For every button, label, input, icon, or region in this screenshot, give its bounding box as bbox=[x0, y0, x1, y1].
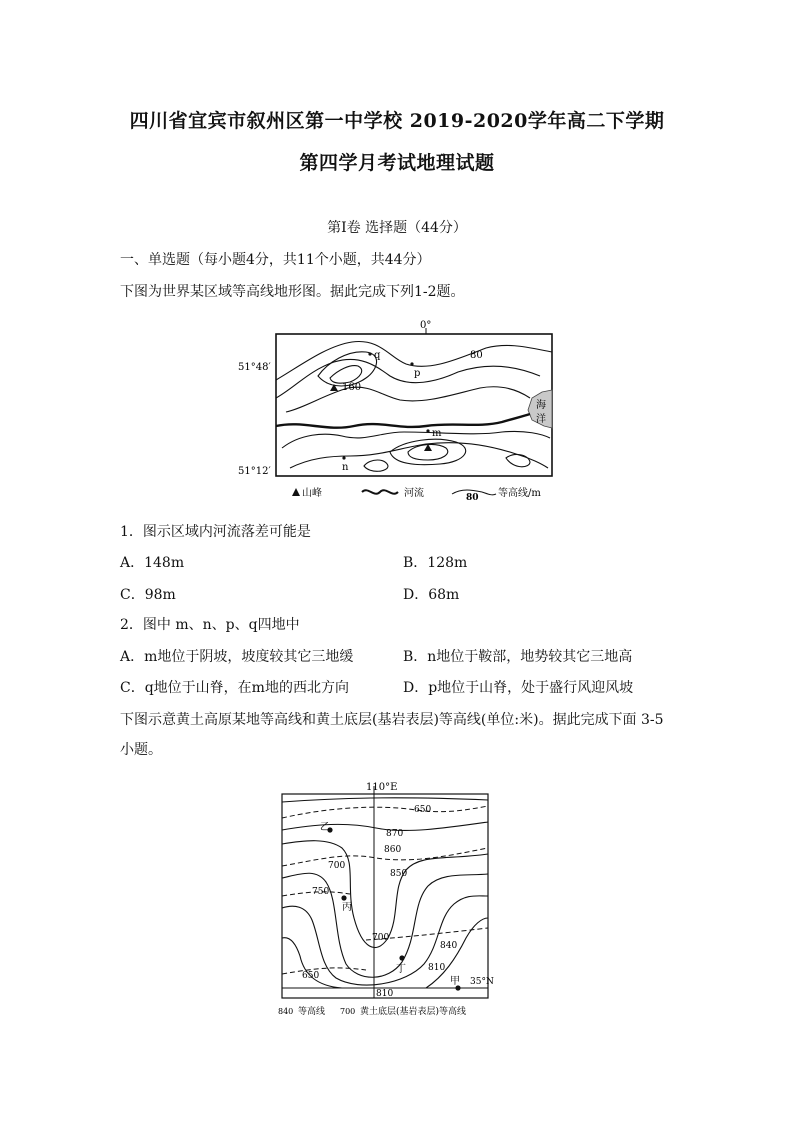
contour-840: 840 bbox=[440, 941, 458, 951]
lon-label: 0° bbox=[420, 320, 432, 331]
section-heading: 第Ⅰ卷 选择题（44分） bbox=[327, 220, 467, 236]
intro-map2-line2: 小题。 bbox=[120, 742, 162, 758]
contour-700-b: 700 bbox=[372, 933, 390, 943]
point-n-label: n bbox=[342, 462, 349, 473]
legend-700: 700 bbox=[340, 1007, 356, 1016]
legend-contour: 等高线/m bbox=[498, 488, 541, 499]
point-jia: 甲 bbox=[450, 976, 460, 987]
legend-river: 河流 bbox=[404, 488, 424, 499]
lat-top-label: 51°48′ bbox=[238, 362, 271, 373]
legend-peak: 山峰 bbox=[302, 488, 322, 499]
part-heading: 一、单选题（每小题4分，共11个小题，共44分） bbox=[120, 252, 431, 268]
legend-bedrock: 黄土底层(基岩表层)等高线 bbox=[360, 1007, 467, 1017]
lat-bottom-label: 51°12′ bbox=[238, 466, 271, 477]
q2-option-b: B．n地位于鞍部，地势较其它三地高 bbox=[403, 649, 633, 665]
legend-840: 840 bbox=[278, 1007, 294, 1016]
q1-stem: 1．图示区域内河流落差可能是 bbox=[120, 524, 311, 540]
contour-810-a: 810 bbox=[428, 963, 446, 973]
lon-label-2: 110°E bbox=[366, 782, 398, 793]
q1-option-c: C．98m bbox=[120, 587, 176, 603]
contour-map-2 bbox=[276, 778, 500, 1022]
peak-160-label: 160 bbox=[342, 382, 362, 393]
point-q-label: q bbox=[374, 350, 381, 361]
intro-map1: 下图为世界某区域等高线地形图。据此完成下列1-2题。 bbox=[120, 284, 465, 300]
legend-contour-2: 等高线 bbox=[298, 1007, 326, 1017]
contour-860: 860 bbox=[384, 845, 402, 855]
paper-title-line2: 第四学月考试地理试题 bbox=[299, 152, 495, 174]
q2-stem: 2．图中 m、n、p、q四地中 bbox=[120, 617, 300, 633]
contour-850: 850 bbox=[390, 869, 408, 879]
q1-option-d: D．68m bbox=[403, 587, 460, 603]
point-bing: 丙 bbox=[342, 902, 352, 913]
contour-map-1 bbox=[230, 318, 560, 506]
point-m-label: m bbox=[432, 428, 442, 439]
contour-650-top: 650 bbox=[414, 805, 432, 815]
q2-option-c: C．q地位于山脊，在m地的西北方向 bbox=[120, 680, 349, 696]
point-yi: 乙 bbox=[320, 822, 330, 833]
q2-option-a: A．m地位于阴坡，坡度较其它三地缓 bbox=[120, 649, 354, 665]
legend-contour-value: 80 bbox=[466, 493, 479, 503]
q2-option-d: D．p地位于山脊，处于盛行风迎风坡 bbox=[403, 680, 634, 696]
lat-label-2: 35°N bbox=[470, 977, 494, 987]
contour-650-bottom: 650 bbox=[302, 971, 320, 981]
contour-700-a: 700 bbox=[328, 861, 346, 871]
contour-810-b: 810 bbox=[376, 989, 394, 999]
contour-80-label: 80 bbox=[470, 350, 483, 361]
intro-map2-line1: 下图示意黄土高原某地等高线和黄土底层(基岩表层)等高线(单位:米)。据此完成下面 3-5 bbox=[120, 712, 664, 728]
point-p-label: p bbox=[414, 368, 421, 379]
sea-label-2: 洋 bbox=[536, 414, 546, 425]
sea-label-1: 海 bbox=[536, 400, 546, 411]
point-ding: 丁 bbox=[396, 964, 406, 975]
q1-option-b: B．128m bbox=[403, 555, 468, 571]
contour-750: 750 bbox=[312, 887, 330, 897]
contour-870: 870 bbox=[386, 829, 404, 839]
paper-title-line1: 四川省宜宾市叙州区第一中学校 2019-2020学年高二下学期 bbox=[129, 110, 665, 132]
q1-option-a: A．148m bbox=[120, 555, 185, 571]
